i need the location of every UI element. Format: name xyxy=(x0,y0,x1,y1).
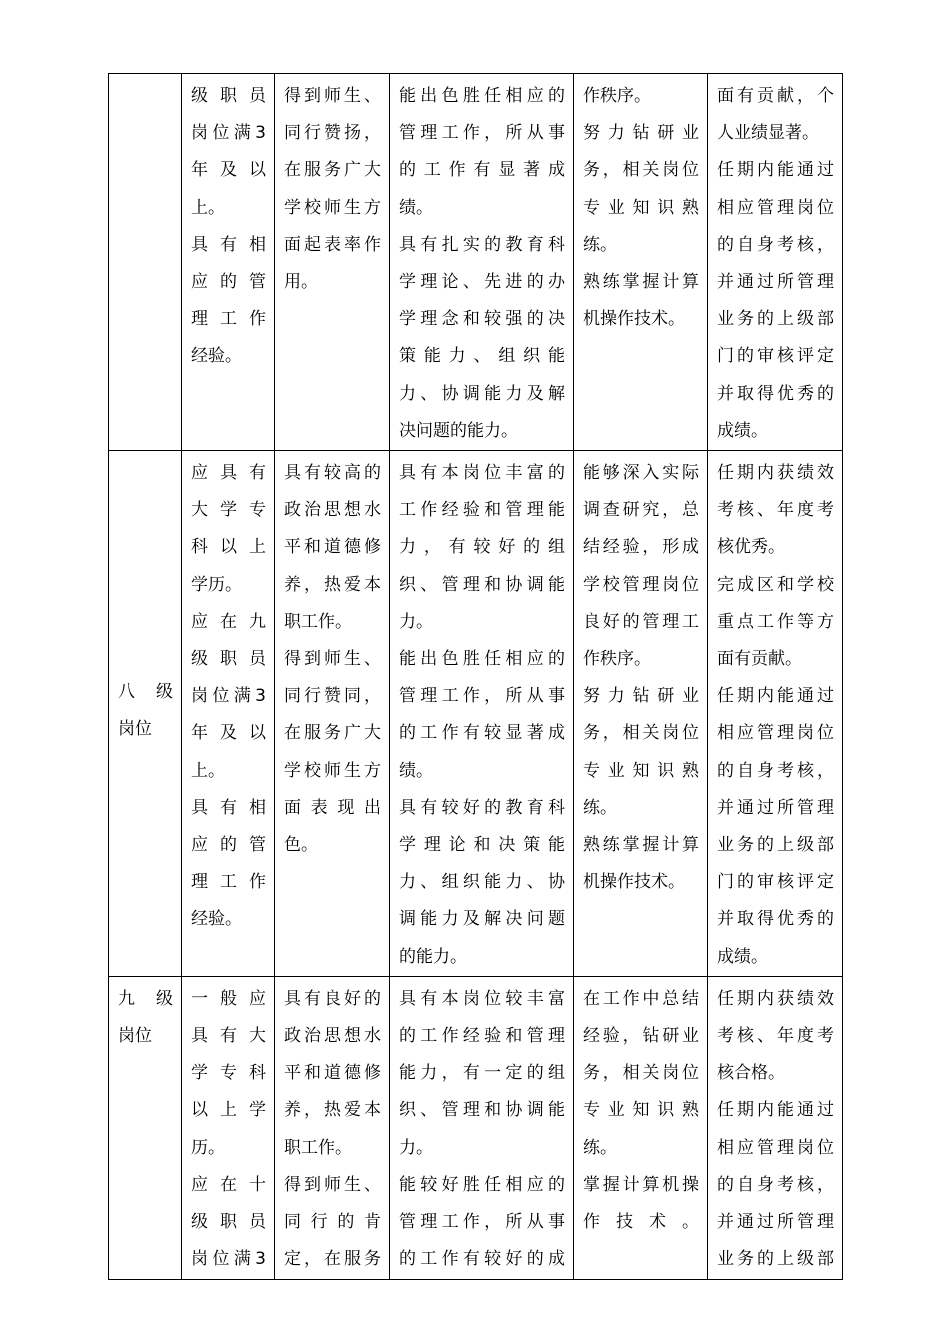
cell-line: 策能力、组织能 xyxy=(399,346,565,367)
cell-line: 能够深入实际 xyxy=(583,463,699,484)
cell-line: 成绩。 xyxy=(717,420,768,441)
cell-line: 核优秀。 xyxy=(717,537,785,558)
cell-line: 具有较好的教育科 xyxy=(399,797,565,818)
cell-line: 调查研究，总 xyxy=(583,500,699,521)
cell-line: 作秩序。 xyxy=(583,649,651,670)
cell-line: 专业知识熟 xyxy=(583,1100,699,1121)
cell-line: 门的审核评定 xyxy=(717,346,834,367)
cell-line: 并取得优秀的 xyxy=(717,909,834,930)
cell-line: 相应管理岗位 xyxy=(717,1137,834,1158)
cell-line: 能出色胜任相应的 xyxy=(399,86,565,106)
cell-line: 养，热爱本 xyxy=(284,574,381,595)
cell-line: 掌握计算机操 xyxy=(583,1174,699,1195)
cell-line: 面表现出 xyxy=(284,797,381,818)
cell-line: 得到师生、 xyxy=(284,86,381,106)
skill-cell xyxy=(574,451,708,977)
cell-line: 绩。 xyxy=(399,197,433,218)
cell-line: 具有较高的 xyxy=(284,463,381,484)
cell-line: 平和道德修 xyxy=(284,1063,381,1084)
cell-line: 岗位满3 xyxy=(191,1249,266,1270)
cell-line: 平和道德修 xyxy=(284,537,381,558)
cell-line: 面起表率作 xyxy=(284,234,381,255)
cell-line: 具 有 相 xyxy=(191,234,266,255)
cell-line: 经验。 xyxy=(191,346,242,367)
cell-line: 上。 xyxy=(191,760,225,781)
table-row xyxy=(109,74,843,451)
cell-line: 级 职 员 xyxy=(191,1212,266,1233)
cell-line: 应 具 有 xyxy=(191,463,266,484)
cell-line: 得到师生、 xyxy=(284,1174,381,1195)
cell-line: 学校管理岗位 xyxy=(583,574,699,595)
education-experience-cell xyxy=(182,976,275,1279)
education-experience-cell xyxy=(182,451,275,977)
cell-line: 用。 xyxy=(284,272,318,293)
cell-line: 任期内获绩效 xyxy=(717,463,834,484)
cell-line: 良好的管理工 xyxy=(583,611,699,632)
cell-line: 成绩。 xyxy=(717,946,768,967)
cell-line: 能较好胜任相应的 xyxy=(399,1174,565,1195)
cell-line: 务，相关岗位 xyxy=(583,1063,699,1084)
cell-line: 务，相关岗位 xyxy=(583,160,699,181)
cell-line: 以 上 学 xyxy=(191,1100,266,1121)
cell-line: 学理论和决策能 xyxy=(399,835,565,856)
cell-line: 织、管理和协调能 xyxy=(399,574,565,595)
cell-line: 的工作有较好的成 xyxy=(399,1249,565,1270)
cell-line: 在服务广大 xyxy=(284,723,381,744)
cell-line: 应 的 管 xyxy=(191,272,266,293)
cell-line: 岗位满3 xyxy=(191,686,266,707)
cell-line: 机操作技术。 xyxy=(583,872,685,893)
cell-line: 经验。 xyxy=(191,909,242,930)
cell-line: 务，相关岗位 xyxy=(583,723,699,744)
cell-line: 职工作。 xyxy=(284,1137,352,1158)
cell-line: 任期内能通过 xyxy=(717,686,834,707)
cell-line: 管理工作，所从事 xyxy=(399,123,565,144)
ethics-cell xyxy=(275,451,390,977)
cell-line: 同行赞扬， xyxy=(284,123,381,144)
ethics-cell xyxy=(275,74,390,451)
cell-line: 决问题的能力。 xyxy=(399,420,518,441)
cell-line: 具有本岗位较丰富 xyxy=(399,988,565,1009)
cell-line: 力，有较好的组 xyxy=(399,537,565,558)
cell-line: 并通过所管理 xyxy=(717,272,834,293)
skill-cell xyxy=(574,74,708,451)
cell-line: 在服务广大 xyxy=(284,160,381,181)
cell-line: 具 有 相 xyxy=(191,797,266,818)
cell-line: 业务的上级部 xyxy=(717,309,834,330)
cell-line: 的自身考核， xyxy=(717,234,834,255)
cell-line: 绩。 xyxy=(399,760,433,781)
cell-line: 应 的 管 xyxy=(191,835,266,856)
cell-line: 作秩序。 xyxy=(583,86,651,106)
cell-line: 面有贡献。 xyxy=(717,649,802,670)
position-name-line: 九 级 xyxy=(118,988,173,1009)
cell-line: 的工作经验和管理 xyxy=(399,1026,565,1047)
cell-line: 的能力。 xyxy=(399,946,467,967)
cell-line: 练。 xyxy=(583,797,617,818)
performance-cell xyxy=(708,976,843,1279)
cell-line: 同行赞同， xyxy=(284,686,381,707)
table-row xyxy=(109,976,843,1279)
cell-line: 得到师生、 xyxy=(284,649,381,670)
cell-line: 一 般 应 xyxy=(191,988,266,1009)
cell-line: 力。 xyxy=(399,611,433,632)
cell-line: 应 在 九 xyxy=(191,611,266,632)
cell-line: 结经验，形成 xyxy=(583,537,699,558)
cell-line: 的工作有较显著成 xyxy=(399,723,565,744)
cell-line: 职工作。 xyxy=(284,611,352,632)
cell-line: 的自身考核， xyxy=(717,760,834,781)
cell-line: 具有良好的 xyxy=(284,988,381,1009)
position-name-line: 岗位 xyxy=(118,1026,152,1047)
cell-line: 专业知识熟 xyxy=(583,760,699,781)
cell-line: 同行的肯 xyxy=(284,1212,381,1233)
cell-line: 任期内能通过 xyxy=(717,1100,834,1121)
cell-line: 业务的上级部 xyxy=(717,1249,834,1270)
cell-line: 门的审核评定 xyxy=(717,872,834,893)
cell-line: 学历。 xyxy=(191,574,242,595)
performance-cell xyxy=(708,451,843,977)
cell-line: 完成区和学校 xyxy=(717,574,834,595)
performance-cell xyxy=(708,74,843,451)
cell-line: 色。 xyxy=(284,835,318,856)
cell-line: 调能力及解决问题 xyxy=(399,909,565,930)
cell-line: 人业绩显著。 xyxy=(717,123,819,144)
cell-line: 年 及 以 xyxy=(191,723,266,744)
skill-cell xyxy=(574,976,708,1279)
cell-line: 任期内获绩效 xyxy=(717,988,834,1009)
cell-line: 学理论、先进的办 xyxy=(399,272,565,293)
cell-line: 业务的上级部 xyxy=(717,835,834,856)
cell-line: 应 在 十 xyxy=(191,1174,266,1195)
cell-line: 重点工作等方 xyxy=(717,611,834,632)
position-name-cell xyxy=(109,976,182,1279)
position-name-cell xyxy=(109,451,182,977)
cell-line: 力。 xyxy=(399,1137,433,1158)
cell-line: 经验，钻研业 xyxy=(583,1026,699,1047)
cell-line: 专业知识熟 xyxy=(583,197,699,218)
cell-line: 具 有 大 xyxy=(191,1026,266,1047)
position-name-cell xyxy=(109,74,182,451)
cell-line: 在工作中总结 xyxy=(583,988,699,1009)
position-name-line: 岗位 xyxy=(118,719,152,740)
education-experience-cell xyxy=(182,74,275,451)
cell-line: 级 职 员 xyxy=(191,649,266,670)
cell-line: 管理工作，所从事 xyxy=(399,686,565,707)
cell-line: 任期内能通过 xyxy=(717,160,834,181)
cell-line: 熟练掌握计算 xyxy=(583,835,699,856)
ability-cell xyxy=(390,451,574,977)
cell-line: 管理工作，所从事 xyxy=(399,1212,565,1233)
table-row xyxy=(109,451,843,977)
cell-line: 政治思想水 xyxy=(284,1026,381,1047)
cell-line: 学校师生方 xyxy=(284,760,381,781)
cell-line: 并通过所管理 xyxy=(717,1212,834,1233)
cell-line: 力、协调能力及解 xyxy=(399,383,565,404)
position-name-line: 八 级 xyxy=(118,682,173,703)
cell-line: 练。 xyxy=(583,234,617,255)
cell-line: 历。 xyxy=(191,1137,225,1158)
cell-line: 并取得优秀的 xyxy=(717,383,834,404)
cell-line: 力、组织能力、协 xyxy=(399,872,565,893)
cell-line: 定，在服务 xyxy=(284,1249,381,1270)
cell-line: 养，热爱本 xyxy=(284,1100,381,1121)
cell-line: 学校师生方 xyxy=(284,197,381,218)
qualification-table xyxy=(108,73,843,1280)
cell-line: 大 学 专 xyxy=(191,500,266,521)
cell-line: 考核、年度考 xyxy=(717,1026,834,1047)
cell-line: 能出色胜任相应的 xyxy=(399,649,565,670)
cell-line: 学理念和较强的决 xyxy=(399,309,565,330)
cell-line: 的自身考核， xyxy=(717,1174,834,1195)
cell-line: 年 及 以 xyxy=(191,160,266,181)
cell-line: 努力钻研业 xyxy=(583,686,699,707)
cell-line: 核合格。 xyxy=(717,1063,785,1084)
cell-line: 织、管理和协调能 xyxy=(399,1100,565,1121)
cell-line: 岗位满3 xyxy=(191,123,266,144)
cell-line: 工作经验和管理能 xyxy=(399,500,565,521)
cell-line: 的工作有显著成 xyxy=(399,160,565,181)
cell-line: 学 专 科 xyxy=(191,1063,266,1084)
cell-line: 考核、年度考 xyxy=(717,500,834,521)
cell-line: 政治思想水 xyxy=(284,500,381,521)
cell-line: 上。 xyxy=(191,197,225,218)
cell-line: 能力，有一定的组 xyxy=(399,1063,565,1084)
cell-line: 理 工 作 xyxy=(191,309,266,330)
cell-line: 并通过所管理 xyxy=(717,797,834,818)
cell-line: 练。 xyxy=(583,1137,617,1158)
ability-cell xyxy=(390,74,574,451)
cell-line: 科 以 上 xyxy=(191,537,266,558)
cell-line: 努力钻研业 xyxy=(583,123,699,144)
cell-line: 熟练掌握计算 xyxy=(583,272,699,293)
cell-line: 机操作技术。 xyxy=(583,309,685,330)
ability-cell xyxy=(390,976,574,1279)
cell-line: 具有本岗位丰富的 xyxy=(399,463,565,484)
cell-line: 具有扎实的教育科 xyxy=(399,234,565,255)
cell-line: 级 职 员 xyxy=(191,86,266,106)
cell-line: 相应管理岗位 xyxy=(717,723,834,744)
cell-line: 面有贡献，个 xyxy=(717,86,834,106)
ethics-cell xyxy=(275,976,390,1279)
cell-line: 相应管理岗位 xyxy=(717,197,834,218)
cell-line: 作技术。 xyxy=(583,1212,699,1233)
cell-line: 理 工 作 xyxy=(191,872,266,893)
